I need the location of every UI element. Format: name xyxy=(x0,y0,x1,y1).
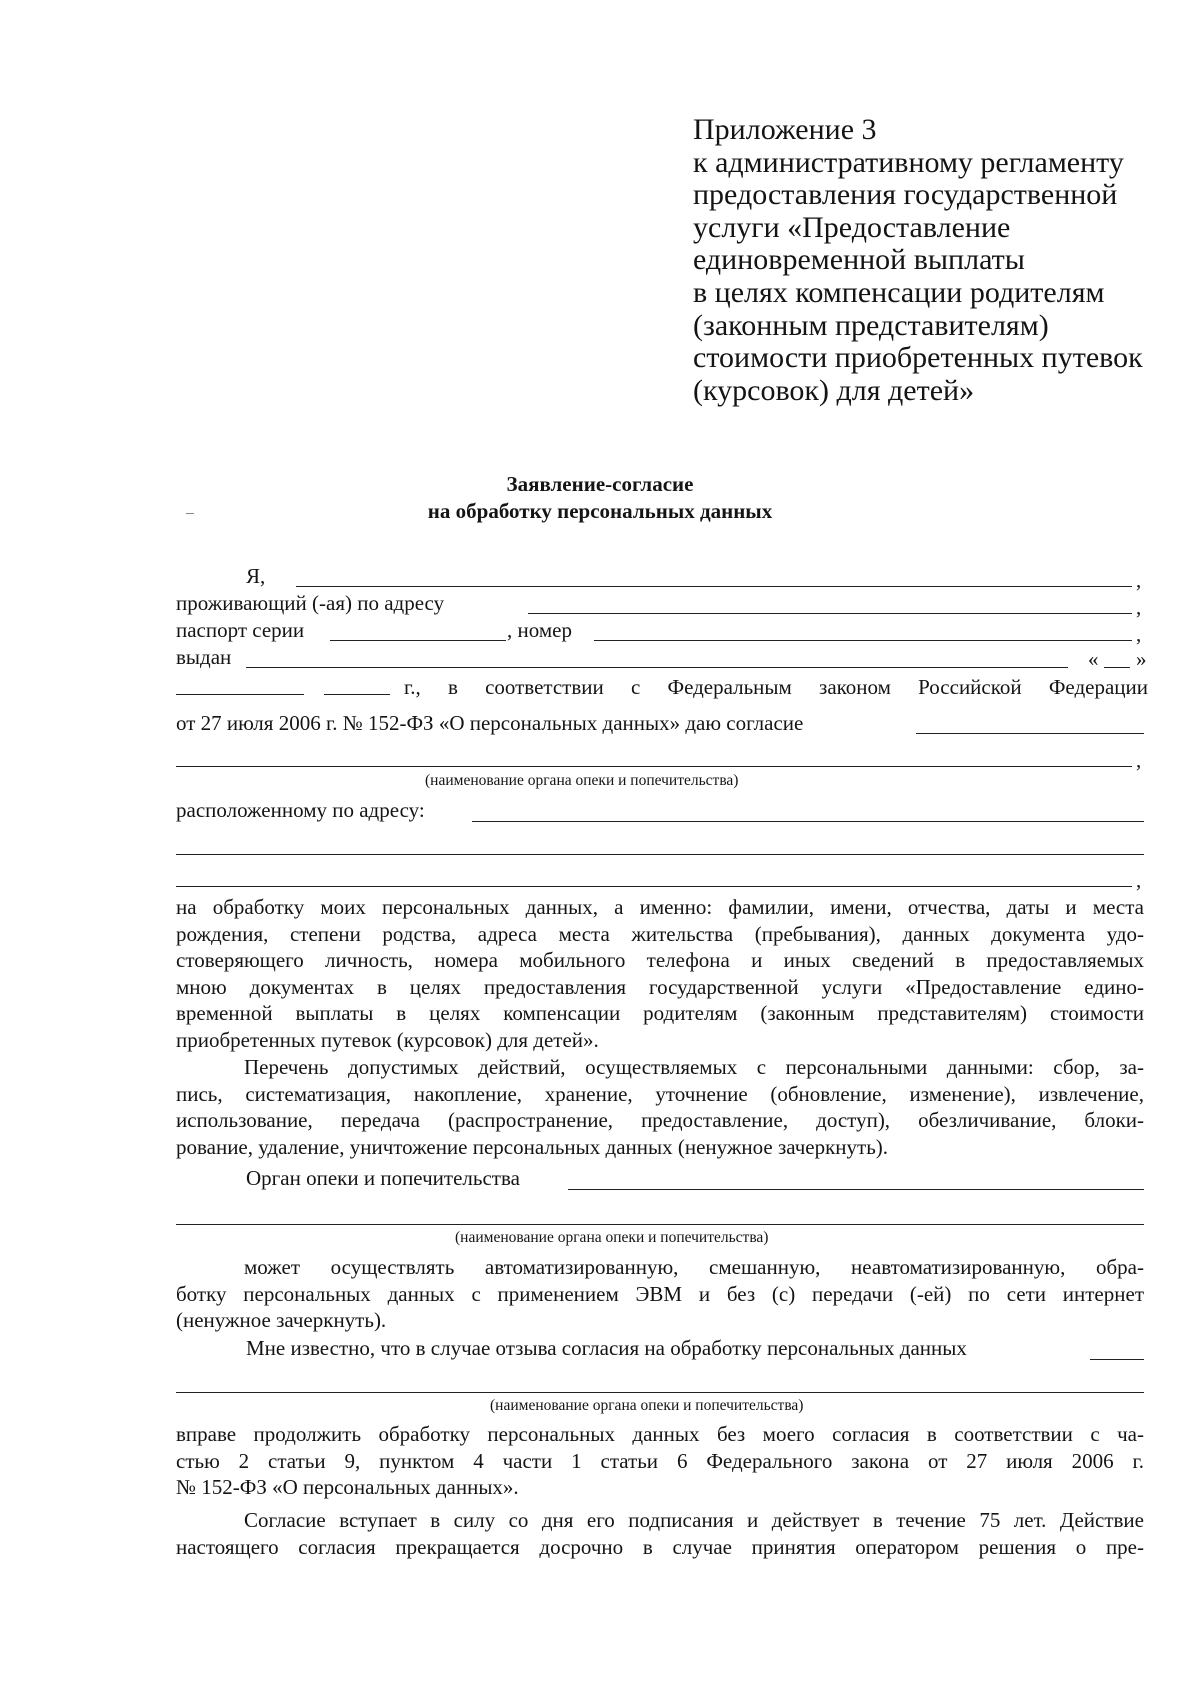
consent-paragraph xyxy=(176,895,1144,1055)
consent-line: от 27 июля 2006 г. № 152-ФЗ «О персональных данных» даю согласие xyxy=(176,711,804,735)
passport-series-field[interactable] xyxy=(330,640,506,641)
processing-paragraph xyxy=(176,1255,1144,1335)
appendix-line: в целях компенсации родителям xyxy=(693,275,1105,309)
ya-label: Я, xyxy=(246,564,266,588)
quote-close: » xyxy=(1136,647,1147,671)
text-line: № 152-ФЗ «О персональных данных». xyxy=(176,1475,519,1500)
field-caption: (наименование органа опеки и попечительства) xyxy=(425,772,739,789)
comma: , xyxy=(1136,595,1142,619)
full-name-field[interactable] xyxy=(296,586,1132,587)
text-line: может осуществлять автоматизированную, смешанную, неавтоматизированную, обра- xyxy=(244,1255,1144,1279)
text-line: настоящего согласия прекращается досрочно в случае принятия оператором решения о пре- xyxy=(176,1534,1144,1559)
text-line: ботку персональных данных с применением ЭВМ и без (с) передачи (-ей) по сети интернет xyxy=(176,1281,1144,1306)
text-line: рование, удаление, уничтожение персональных данных (ненужное зачеркнуть). xyxy=(176,1134,889,1159)
issue-year-field[interactable] xyxy=(324,694,390,695)
located-address-label: расположенному по адресу: xyxy=(176,798,425,822)
appendix-line: (курсовок) для детей» xyxy=(693,373,975,407)
guardian-body-label: Орган опеки и попечительства xyxy=(246,1166,520,1190)
appendix-line: единовременной выплаты xyxy=(693,243,1025,277)
text-line: (ненужное зачеркнуть). xyxy=(176,1308,387,1333)
guardian-name-field-2[interactable] xyxy=(176,766,1132,767)
guardian-address-field-2[interactable] xyxy=(176,854,1144,855)
appendix-line: услуги «Предоставление xyxy=(693,210,1011,244)
withdrawal-line: Мне известно, что в случае отзыва согласия на обработку персональных данных xyxy=(246,1336,967,1360)
text-line: стью 2 статьи 9, пунктом 4 части 1 статьи 6 Федерального закона от 27 июля 2006 г. xyxy=(176,1448,1144,1473)
issue-month-field[interactable] xyxy=(176,694,304,695)
text-line: рождения, степени родства, адреса места жительства (пребывания), данных документа удо- xyxy=(176,921,1144,946)
guardian-body-field-2[interactable] xyxy=(176,1224,1144,1225)
actions-paragraph xyxy=(176,1055,1144,1161)
appendix-line: к административному регламенту xyxy=(693,145,1124,179)
guardian-address-field-3[interactable] xyxy=(176,886,1132,887)
comma: , xyxy=(1136,748,1142,772)
field-caption: (наименование органа опеки и попечительства) xyxy=(455,1229,769,1246)
comma: , xyxy=(1136,868,1142,892)
document-subtitle: на обработку персональных данных xyxy=(427,499,773,523)
rights-paragraph xyxy=(176,1422,1144,1502)
passport-number-field[interactable] xyxy=(594,640,1132,641)
address-field[interactable] xyxy=(528,613,1132,614)
appendix-line: стоимости приобретенных путевок xyxy=(693,341,1143,375)
text-line: на обработку моих персональных данных, а именно: фамилии, имени, отчества, даты и места xyxy=(176,895,1144,919)
guardian-name-field[interactable] xyxy=(916,733,1144,734)
appendix-header xyxy=(693,114,1143,407)
withdrawal-guardian-field[interactable] xyxy=(1090,1359,1144,1360)
text-line: вправе продолжить обработку персональных данных без моего согласия в соответствии с ча- xyxy=(176,1422,1144,1446)
address-label: проживающий (-ая) по адресу xyxy=(176,591,445,615)
text-line: приобретенных путевок (курсовок) для детей». xyxy=(176,1027,599,1052)
issue-day-field[interactable] xyxy=(1104,667,1130,668)
text-line: мною документах в целях предоставления государственной услуги «Предоставление едино- xyxy=(176,974,1144,999)
document-title: Заявление-согласие xyxy=(506,472,694,496)
quote-open: « xyxy=(1088,647,1099,671)
text-line: временной выплаты в целях компенсации родителям (законным представителям) стоимости xyxy=(176,1001,1144,1026)
appendix-line: предоставления государственной xyxy=(693,178,1118,212)
text-line: использование, передача (распространение, предоставление, доступ), обезличивание, блоки- xyxy=(176,1108,1144,1133)
issued-label: выдан xyxy=(176,645,232,669)
appendix-line: (законным представителям) xyxy=(693,308,1049,342)
text-line: пись, систематизация, накопление, хранение, уточнение (обновление, изменение), извлечение, xyxy=(176,1081,1144,1106)
text-line: стоверяющего личность, номера мобильного телефона и иных сведений в предоставляемых xyxy=(176,948,1144,973)
field-caption: (наименование органа опеки и попечительства) xyxy=(490,1397,804,1414)
appendix-line: Приложение 3 xyxy=(693,113,877,146)
scan-mark xyxy=(186,513,194,514)
withdrawal-guardian-field-2[interactable] xyxy=(176,1392,1144,1393)
comma: , xyxy=(1136,622,1142,646)
guardian-address-field[interactable] xyxy=(472,821,1144,822)
validity-paragraph xyxy=(176,1508,1144,1561)
guardian-body-field[interactable] xyxy=(568,1189,1144,1190)
text-line: Согласие вступает в силу со дня его подписания и действует в течение 75 лет. Действие xyxy=(244,1508,1144,1532)
passport-series-label: паспорт серии xyxy=(176,618,305,642)
comma: , xyxy=(1136,568,1142,592)
text-line: Перечень допустимых действий, осуществляемых с персональными данными: сбор, за- xyxy=(244,1055,1144,1079)
passport-number-label: , номер xyxy=(507,618,572,642)
law-reference-line: г., в соответствии с Федеральным законом Российской Федерации xyxy=(404,675,1148,699)
issued-by-field[interactable] xyxy=(246,667,1068,668)
